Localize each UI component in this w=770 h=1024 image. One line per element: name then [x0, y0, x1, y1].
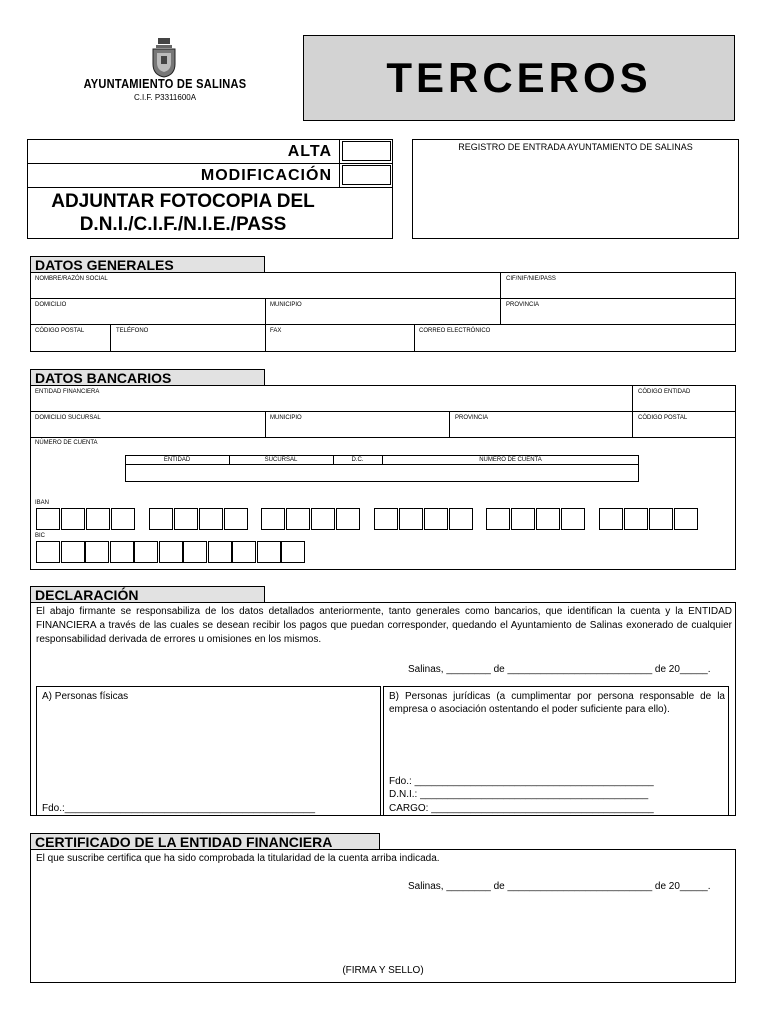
iban-digit-cell[interactable] [261, 508, 285, 530]
nombre-field[interactable]: NOMBRE/RAZÓN SOCIAL [35, 276, 108, 282]
numero-cuenta-label: NÚMERO DE CUENTA [35, 440, 98, 446]
bic-char-cell[interactable] [281, 541, 305, 563]
form-title-box [303, 35, 735, 121]
dni-juridicas-field[interactable]: D.N.I.: _________________________________________ [389, 789, 649, 800]
iban-digit-cell[interactable] [174, 508, 198, 530]
declaracion-fecha: Salinas, ________ de __________________________ de 20_____. [408, 664, 711, 675]
bank-provincia-field[interactable]: PROVINCIA [455, 415, 489, 421]
domicilio-field[interactable]: DOMICILIO [35, 302, 67, 308]
declaracion-text: El abajo firmante se responsabiliza de los datos detallados anteriormente, tanto generales como bancarios, que identifican la cuenta y la ENTIDAD FINANCIERA a través de las cuales se desean recibir los pagos que puedan corresponder, quedando el Ayuntamiento de Salinas exonerado de cualquier responsabilidad derivada de errores u omisiones en los mismos. [36, 606, 732, 645]
bic-char-cell[interactable] [134, 541, 158, 563]
provincia-field[interactable]: PROVINCIA [506, 302, 540, 308]
iban-digit-cell[interactable] [86, 508, 110, 530]
bic-char-cell[interactable] [257, 541, 281, 563]
bank-codigo-postal-field[interactable]: CÓDIGO POSTAL [638, 415, 688, 421]
certificado-box [30, 849, 736, 983]
fdo-juridicas-field[interactable]: Fdo.: ___________________________________________ [389, 776, 654, 787]
personas-fisicas-box [36, 686, 381, 816]
fax-field[interactable]: FAX [270, 328, 282, 334]
entidad-col: ENTIDAD [163, 457, 191, 463]
entidad-financiera-field[interactable]: ENTIDAD FINANCIERA [35, 389, 100, 395]
iban-digit-cell[interactable] [374, 508, 398, 530]
registro-box [412, 139, 739, 239]
iban-digit-cell[interactable] [674, 508, 698, 530]
certificado-title: CERTIFICADO DE LA ENTIDAD FINANCIERA [30, 833, 380, 850]
dc-col: D.C. [351, 457, 364, 463]
iban-digit-cell[interactable] [336, 508, 360, 530]
correo-field[interactable]: CORREO ELECTRÓNICO [419, 328, 491, 334]
cif-field[interactable]: CIF/NIF/NIE/PASS [506, 276, 556, 282]
registro-label: REGISTRO DE ENTRADA AYUNTAMIENTO DE SALINAS [458, 142, 693, 152]
coat-of-arms-icon [150, 38, 178, 78]
cargo-juridicas-field[interactable]: CARGO: ________________________________________ [389, 803, 654, 814]
firma-sello-label: (FIRMA Y SELLO) [342, 965, 424, 976]
alta-checkbox[interactable] [342, 141, 391, 161]
iban-label: IBAN [35, 500, 50, 506]
datos-generales-table [30, 272, 736, 352]
iban-digit-cell[interactable] [599, 508, 623, 530]
codigo-entidad-field[interactable]: CÓDIGO ENTIDAD [638, 389, 691, 395]
iban-digit-cell[interactable] [286, 508, 310, 530]
datos-generales-title: DATOS GENERALES [30, 256, 265, 273]
iban-digit-cell[interactable] [311, 508, 335, 530]
bic-label: BIC [35, 533, 46, 539]
iban-digit-cell[interactable] [36, 508, 60, 530]
fdo-fisicas-field[interactable]: Fdo.:_____________________________________________ [42, 803, 316, 814]
iban-digit-cell[interactable] [561, 508, 585, 530]
iban-digit-cell[interactable] [649, 508, 673, 530]
datos-bancarios-title: DATOS BANCARIOS [30, 369, 265, 386]
bank-municipio-field[interactable]: MUNICIPIO [270, 415, 302, 421]
personas-fisicas-label: A) Personas físicas [42, 691, 129, 702]
iban-digit-cell[interactable] [624, 508, 648, 530]
sucursal-col: SUCURSAL [264, 457, 298, 463]
iban-digit-cell[interactable] [424, 508, 448, 530]
bic-char-cell[interactable] [232, 541, 256, 563]
org-name: AYUNTAMIENTO DE SALINAS [83, 76, 247, 91]
iban-digit-cell[interactable] [149, 508, 173, 530]
adjuntar-line1: ADJUNTAR FOTOCOPIA DEL [51, 191, 315, 212]
iban-digit-cell[interactable] [61, 508, 85, 530]
municipio-field[interactable]: MUNICIPIO [270, 302, 302, 308]
form-title: TERCEROS [386, 54, 652, 101]
iban-digit-cell[interactable] [224, 508, 248, 530]
iban-digit-cell[interactable] [511, 508, 535, 530]
telefono-field[interactable]: TELÉFONO [116, 328, 149, 334]
modificacion-checkbox[interactable] [342, 165, 391, 185]
certificado-text: El que suscribe certifica que ha sido comprobada la titularidad de la cuenta arriba indicada. [36, 853, 440, 864]
iban-digit-cell[interactable] [399, 508, 423, 530]
personas-juridicas-label: B) Personas jurídicas (a cumplimentar por persona responsable de la empresa o asociación ostentando el poder suficiente para ello). [389, 691, 725, 715]
iban-digit-cell[interactable] [536, 508, 560, 530]
iban-digit-cell[interactable] [199, 508, 223, 530]
codigo-postal-field[interactable]: CÓDIGO POSTAL [35, 328, 85, 334]
alta-label: ALTA [287, 143, 332, 160]
bic-char-cell[interactable] [61, 541, 85, 563]
modificacion-label: MODIFICACIÓN [200, 167, 332, 184]
domicilio-sucursal-field[interactable]: DOMICILIO SUCURSAL [35, 415, 101, 421]
certificado-fecha: Salinas, ________ de __________________________ de 20_____. [408, 881, 711, 892]
iban-digit-cell[interactable] [449, 508, 473, 530]
org-cif: C.I.F. P3311600A [133, 93, 197, 102]
bic-char-cell[interactable] [110, 541, 134, 563]
iban-digit-cell[interactable] [486, 508, 510, 530]
bic-char-cell[interactable] [208, 541, 232, 563]
declaracion-title: DECLARACIÓN [30, 586, 265, 603]
bic-char-cell[interactable] [36, 541, 60, 563]
bic-char-cell[interactable] [85, 541, 109, 563]
bic-char-cell[interactable] [159, 541, 183, 563]
adjuntar-line2: D.N.I./C.I.F./N.I.E./PASS [79, 214, 287, 235]
bic-char-cell[interactable] [183, 541, 207, 563]
numero-de-cuenta-col: NÚMERO DE CUENTA [479, 457, 542, 463]
iban-digit-cell[interactable] [111, 508, 135, 530]
